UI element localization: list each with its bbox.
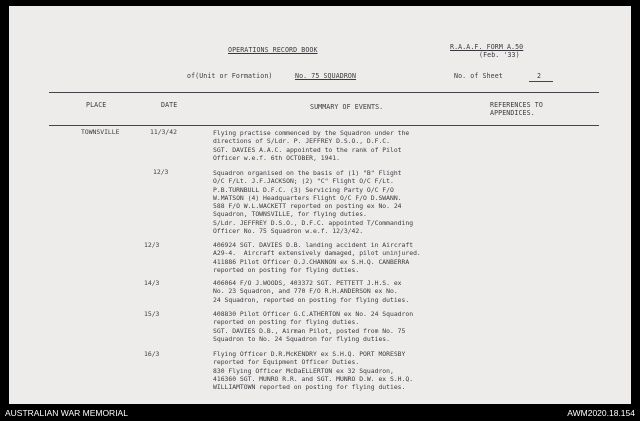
record-sheet xyxy=(9,6,631,404)
footer-bar xyxy=(0,404,640,421)
footer-credit: AUSTRALIAN WAR MEMORIAL xyxy=(5,408,128,418)
form-number: R.A.A.F. FORM A.50 xyxy=(450,43,524,51)
table-header-rule xyxy=(49,125,599,126)
unit-label: of(Unit or Formation) xyxy=(187,72,273,80)
table-top-rule xyxy=(49,92,599,93)
column-header-place: PLACE xyxy=(86,101,107,109)
sheet-number-underline xyxy=(529,81,553,82)
entry-date: 11/3/42 xyxy=(150,128,177,136)
sheet-number: 2 xyxy=(537,72,542,80)
footer-accession-number: AWM2020.18.154 xyxy=(567,408,635,418)
entry-date: 15/3 xyxy=(144,310,160,318)
sheet-label: No. of Sheet xyxy=(454,72,503,80)
entry-text: Flying Officer D.R.McKENDRY ex S.H.Q. PORT MORESBY reported for Equipment Officer Duties. 830 Flying Officer McDaELLERTON ex 32 Squadron, 416360 SGT. MUNRO R.R. and SGT. MUNRO D.W. ex S.H.Q. WILLIAMTOWN reported on posting for flying duties. xyxy=(213,350,414,392)
column-header-date: DATE xyxy=(161,101,178,109)
column-header-summary: SUMMARY OF EVENTS. xyxy=(310,103,384,111)
entry-date: 12/3 xyxy=(144,241,160,249)
entry-date: 14/3 xyxy=(144,279,160,287)
entry-text: 406924 SGT. DAVIES D.B. landing accident in Aircraft A29-4. Aircraft extensively damaged, pilot uninjured. 411886 Pilot Officer O.J.CHANNON ex S.H.Q. CANBERRA reported on posting for flying duties. xyxy=(213,241,421,274)
entry-date: 16/3 xyxy=(144,350,160,358)
unit-value: No. 75 SQUADRON xyxy=(295,72,357,80)
entry-text: Flying practise commenced by the Squadron under the directions of S/Ldr. P. JEFFREY D.S.O., D.F.C. SGT. DAVIES A.A.C. appointed to the rank of Pilot Officer w.e.f. 6th OCTOBER, 1941. xyxy=(213,129,410,162)
entry-text: 408830 Pilot Officer G.C.ATHERTON ex No. 24 Squadron reported on posting for flying duties. SGT. DAVIES D.B., Airman Pilot, posted from No. 75 Squadron to No. 24 Squadron for flying duties. xyxy=(213,310,414,343)
entry-text: 406064 F/O J.WOODS, 403372 SGT. PETTETT J.H.S. ex No. 23 Squadron, and 770 F/O R.H.ANDERSON ex No. 24 Squadron, reported on posting for flying duties. xyxy=(213,279,410,304)
entry-text: Squadron organised on the basis of (1) "B" Flight O/C F/Lt. J.F.JACKSON; (2) "C" Flight O/C F/Lt. P.B.TURNBULL D.F.C. (3) Servicing Party O/C F/O W.MATSON (4) Headquarters Flight O/C F/O D.SWANN. 588 F/O W.L.WACKETT reported on posting ex No. 24 Squadron, TOWNSVILLE, for flying duties. S/Ldr. JEFFREY D.S.O., D.F.C. appointed T/Commanding Officer No. 75 Squadron w.e.f. 12/3/42. xyxy=(213,169,414,236)
form-title: OPERATIONS RECORD BOOK xyxy=(228,46,318,54)
entry-place: TOWNSVILLE xyxy=(81,128,120,136)
column-header-references: REFERENCES TO APPENDICES. xyxy=(490,101,543,117)
entry-date: 12/3 xyxy=(153,168,169,176)
form-date: (Feb. '33) xyxy=(479,51,520,59)
